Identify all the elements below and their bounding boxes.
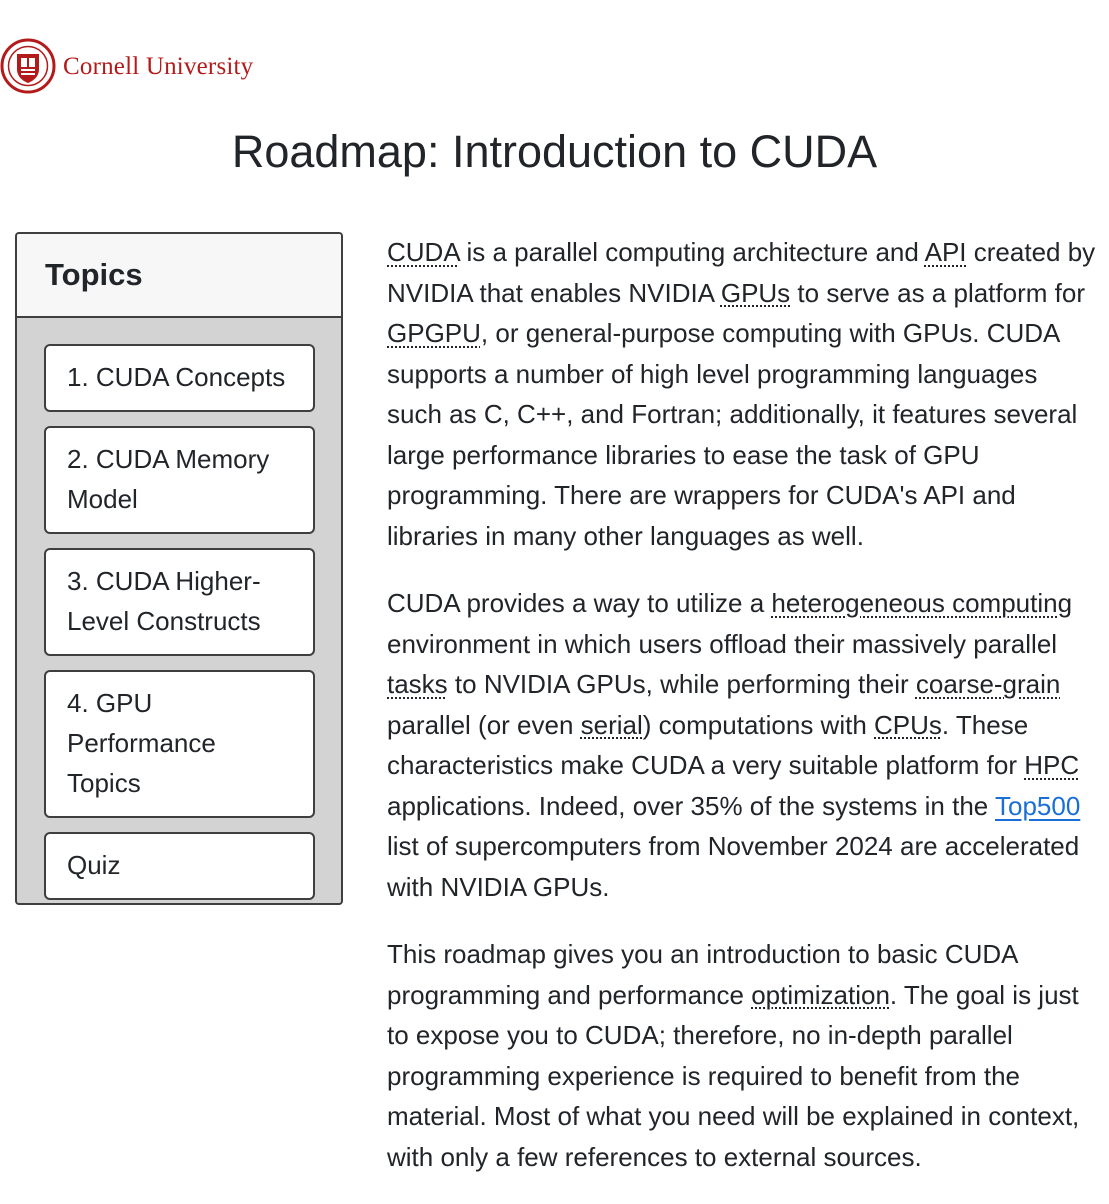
topic-list <box>17 318 341 900</box>
glossary-term-tasks[interactable]: tasks <box>387 669 448 699</box>
glossary-term-coarse-grain[interactable]: coarse-grain <box>915 669 1061 699</box>
text-run: , or general-purpose computing with GPUs. CUDA supports a number of high level programming languages such as C, C++, and Fortran; additionally, it features several large performance libraries to ease the task of GPU programming. There are wrappers for CUDA's API and libraries in many other languages as well. <box>387 318 1078 551</box>
text-run: to serve as a platform for <box>790 277 1085 308</box>
cornell-logo[interactable] <box>0 38 253 94</box>
text-run: CUDA provides a way to utilize a <box>387 588 772 618</box>
glossary-term-heterogeneous-computing[interactable]: heterogeneous computing <box>771 588 1073 618</box>
text-run: This roadmap gives you an introduction to basic CUDA programming and performance <box>387 939 1018 1010</box>
top500-link[interactable]: Top500 <box>995 790 1081 821</box>
intro-paragraph-1 <box>387 232 1099 556</box>
topic-cuda-memory-model[interactable]: 2. CUDA Memory Model <box>44 426 315 534</box>
intro-paragraph-2 <box>387 583 1099 907</box>
glossary-term-optimization[interactable]: optimization <box>751 979 890 1010</box>
text-run: to NVIDIA GPUs, while performing their <box>447 669 916 699</box>
glossary-term-cpus[interactable]: CPUs <box>874 709 942 740</box>
text-run: . These characteristics make CUDA a very suitable platform for <box>387 709 1029 780</box>
text-run: list of supercomputers from November 2024 are accelerated with NVIDIA GPUs. <box>387 831 1080 902</box>
topics-heading: Topics <box>17 234 341 318</box>
text-run: parallel (or even <box>387 709 581 740</box>
page-title: Roadmap: Introduction to CUDA <box>231 126 878 177</box>
glossary-term-cuda[interactable]: CUDA <box>387 237 460 267</box>
text-run: ) computations with <box>642 709 875 740</box>
topic-quiz[interactable]: Quiz <box>44 832 315 900</box>
topic-gpu-performance-topics[interactable]: 4. GPU Performance Topics <box>44 670 315 818</box>
text-run: is a parallel computing architecture and <box>459 237 925 267</box>
topics-sidebar <box>15 232 343 905</box>
intro-paragraph-3 <box>387 934 1099 1177</box>
glossary-term-hpc[interactable]: HPC <box>1024 750 1080 780</box>
text-run: . The goal is just to expose you to CUDA; therefore, no in-depth parallel programming experience is required to benefit from the material. Most of what you need will be explained in context, with only a few references to external sources. <box>387 979 1080 1172</box>
text-run: created by NVIDIA that enables NVIDIA <box>387 237 1096 308</box>
glossary-term-gpus[interactable]: GPUs <box>720 277 791 308</box>
cornell-seal-icon <box>0 38 56 94</box>
text-run: environment in which users offload their massively parallel <box>387 628 1058 659</box>
glossary-term-gpgpu[interactable]: GPGPU <box>387 318 481 348</box>
logo-text: Cornell University <box>63 53 254 80</box>
glossary-term-api[interactable]: API <box>924 237 967 267</box>
glossary-term-serial[interactable]: serial <box>580 709 643 740</box>
text-run: applications. Indeed, over 35% of the systems in the <box>387 790 995 821</box>
main-content <box>387 232 1099 1204</box>
topic-cuda-higher-level-constructs[interactable]: 3. CUDA Higher-Level Constructs <box>44 548 315 656</box>
topic-cuda-concepts[interactable]: 1. CUDA Concepts <box>44 344 315 412</box>
